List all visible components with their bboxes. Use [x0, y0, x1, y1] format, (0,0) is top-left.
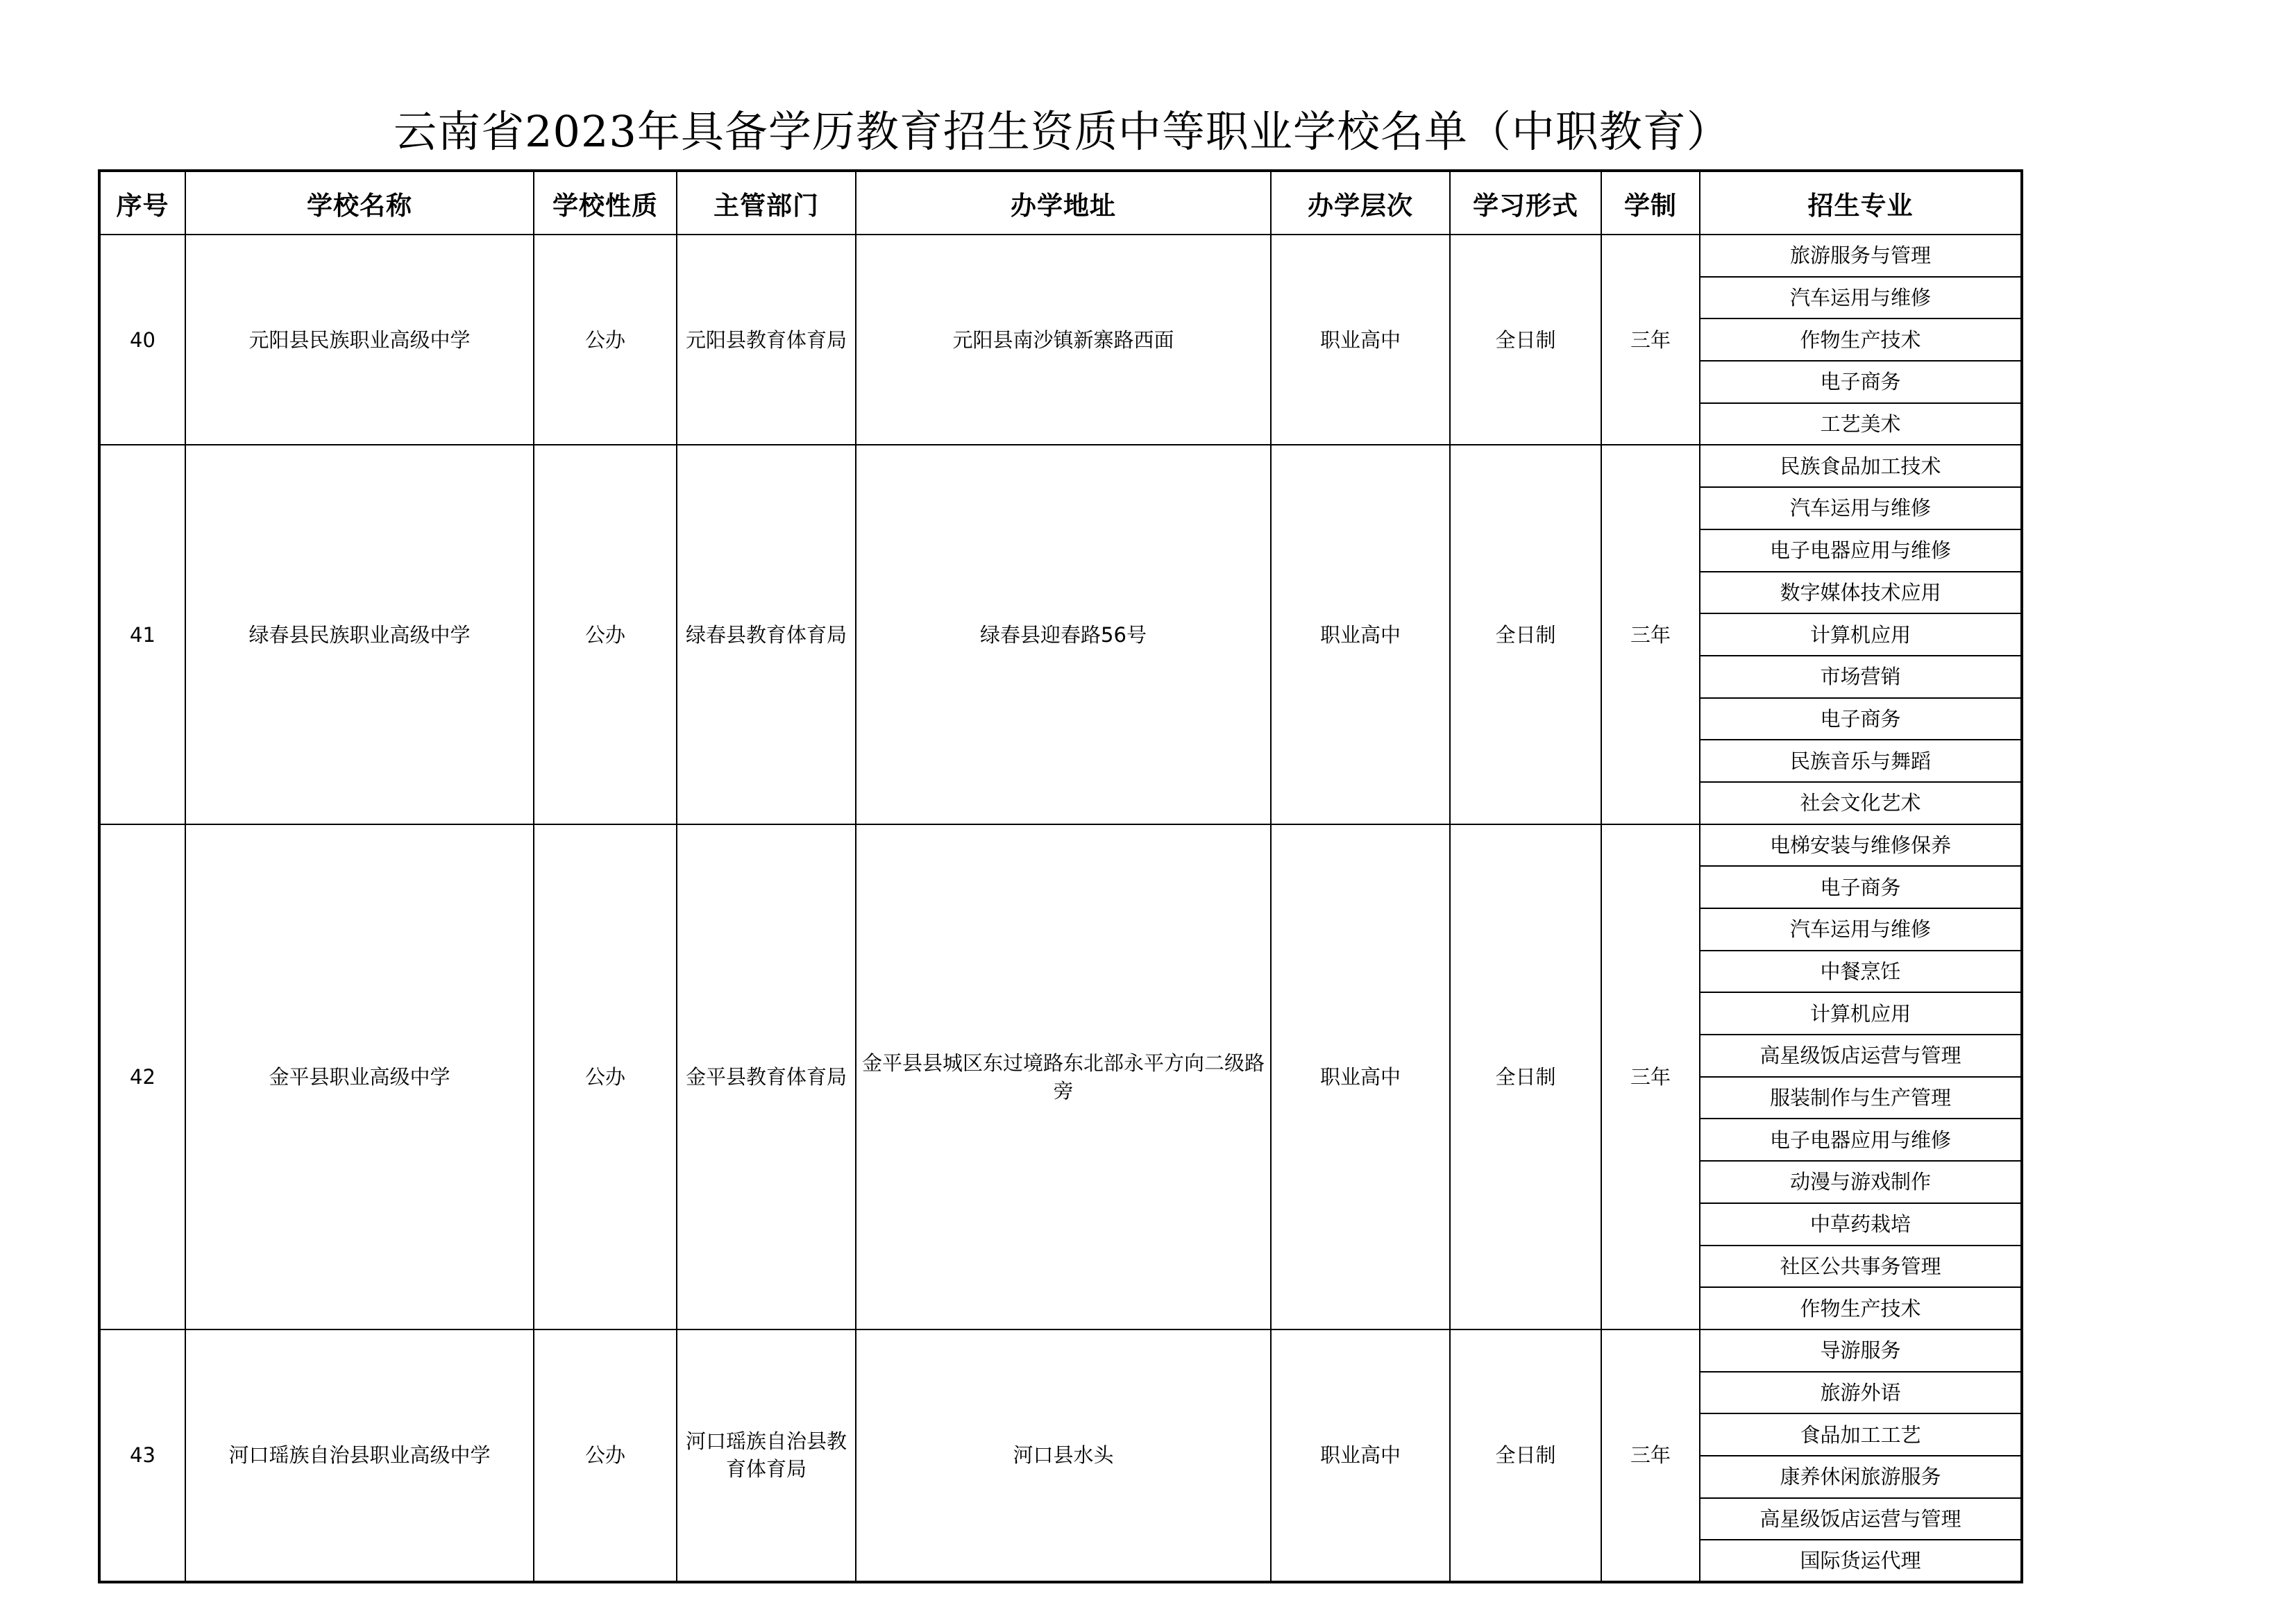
school-study-form: 全日制 [1450, 1329, 1601, 1582]
major-item: 服装制作与生产管理 [1700, 1077, 2022, 1119]
school-address: 金平县县城区东过境路东北部永平方向二级路旁 [856, 824, 1271, 1329]
school-duration: 三年 [1601, 1329, 1700, 1582]
major-item: 高星级饭店运营与管理 [1700, 1035, 2022, 1077]
header-majors: 招生专业 [1700, 171, 2022, 235]
major-item: 社区公共事务管理 [1700, 1246, 2022, 1288]
major-item: 计算机应用 [1700, 992, 2022, 1035]
major-item: 作物生产技术 [1700, 318, 2022, 361]
major-item: 电梯安装与维修保养 [1700, 824, 2022, 867]
major-item: 汽车运用与维修 [1700, 908, 2022, 951]
major-item: 动漫与游戏制作 [1700, 1161, 2022, 1203]
school-level: 职业高中 [1271, 445, 1450, 824]
major-item: 康养休闲旅游服务 [1700, 1456, 2022, 1498]
school-study-form: 全日制 [1450, 235, 1601, 445]
school-nature: 公办 [534, 1329, 677, 1582]
school-level: 职业高中 [1271, 1329, 1450, 1582]
major-item: 导游服务 [1700, 1329, 2022, 1372]
header-no: 序号 [99, 171, 185, 235]
school-duration: 三年 [1601, 445, 1700, 824]
header-address: 办学地址 [856, 171, 1271, 235]
school-no: 42 [99, 824, 185, 1329]
major-item: 社会文化艺术 [1700, 782, 2022, 824]
major-item: 电子商务 [1700, 698, 2022, 740]
school-name: 金平县职业高级中学 [185, 824, 534, 1329]
major-item: 旅游服务与管理 [1700, 235, 2022, 277]
school-duration: 三年 [1601, 235, 1700, 445]
school-nature: 公办 [534, 235, 677, 445]
major-item: 民族音乐与舞蹈 [1700, 740, 2022, 782]
major-item: 中草药栽培 [1700, 1203, 2022, 1246]
header-level: 办学层次 [1271, 171, 1450, 235]
school-duration: 三年 [1601, 824, 1700, 1329]
header-school-nature: 学校性质 [534, 171, 677, 235]
header-row [99, 171, 2022, 235]
major-item: 计算机应用 [1700, 613, 2022, 656]
school-department: 金平县教育体育局 [677, 824, 856, 1329]
major-item: 电子电器应用与维修 [1700, 529, 2022, 572]
page-title: 云南省2023年具备学历教育招生资质中等职业学校名单（中职教育） [394, 106, 1730, 157]
major-item: 电子电器应用与维修 [1700, 1119, 2022, 1161]
header-department: 主管部门 [677, 171, 856, 235]
school-study-form: 全日制 [1450, 445, 1601, 824]
school-department: 河口瑶族自治县教育体育局 [677, 1329, 856, 1582]
major-item: 旅游外语 [1700, 1372, 2022, 1414]
major-item: 食品加工工艺 [1700, 1413, 2022, 1456]
table-row [99, 824, 2022, 867]
table-row [99, 235, 2022, 277]
school-name: 元阳县民族职业高级中学 [185, 235, 534, 445]
school-roster-table [98, 169, 2023, 1583]
header-duration: 学制 [1601, 171, 1700, 235]
school-level: 职业高中 [1271, 824, 1450, 1329]
school-no: 41 [99, 445, 185, 824]
major-item: 中餐烹饪 [1700, 951, 2022, 993]
school-address: 元阳县南沙镇新寨路西面 [856, 235, 1271, 445]
school-nature: 公办 [534, 824, 677, 1329]
major-item: 高星级饭店运营与管理 [1700, 1498, 2022, 1540]
school-address: 绿春县迎春路56号 [856, 445, 1271, 824]
school-study-form: 全日制 [1450, 824, 1601, 1329]
major-item: 电子商务 [1700, 866, 2022, 908]
school-no: 40 [99, 235, 185, 445]
major-item: 市场营销 [1700, 656, 2022, 698]
table-row [99, 1329, 2022, 1372]
major-item: 电子商务 [1700, 361, 2022, 403]
major-item: 作物生产技术 [1700, 1287, 2022, 1329]
major-item: 汽车运用与维修 [1700, 487, 2022, 529]
major-item: 国际货运代理 [1700, 1540, 2022, 1582]
header-school-name: 学校名称 [185, 171, 534, 235]
header-study-form: 学习形式 [1450, 171, 1601, 235]
table-row [99, 445, 2022, 487]
school-no: 43 [99, 1329, 185, 1582]
major-item: 民族食品加工技术 [1700, 445, 2022, 487]
school-name: 绿春县民族职业高级中学 [185, 445, 534, 824]
school-name: 河口瑶族自治县职业高级中学 [185, 1329, 534, 1582]
school-nature: 公办 [534, 445, 677, 824]
school-level: 职业高中 [1271, 235, 1450, 445]
school-address: 河口县水头 [856, 1329, 1271, 1582]
school-department: 绿春县教育体育局 [677, 445, 856, 824]
school-department: 元阳县教育体育局 [677, 235, 856, 445]
major-item: 数字媒体技术应用 [1700, 572, 2022, 614]
major-item: 工艺美术 [1700, 403, 2022, 445]
major-item: 汽车运用与维修 [1700, 277, 2022, 319]
